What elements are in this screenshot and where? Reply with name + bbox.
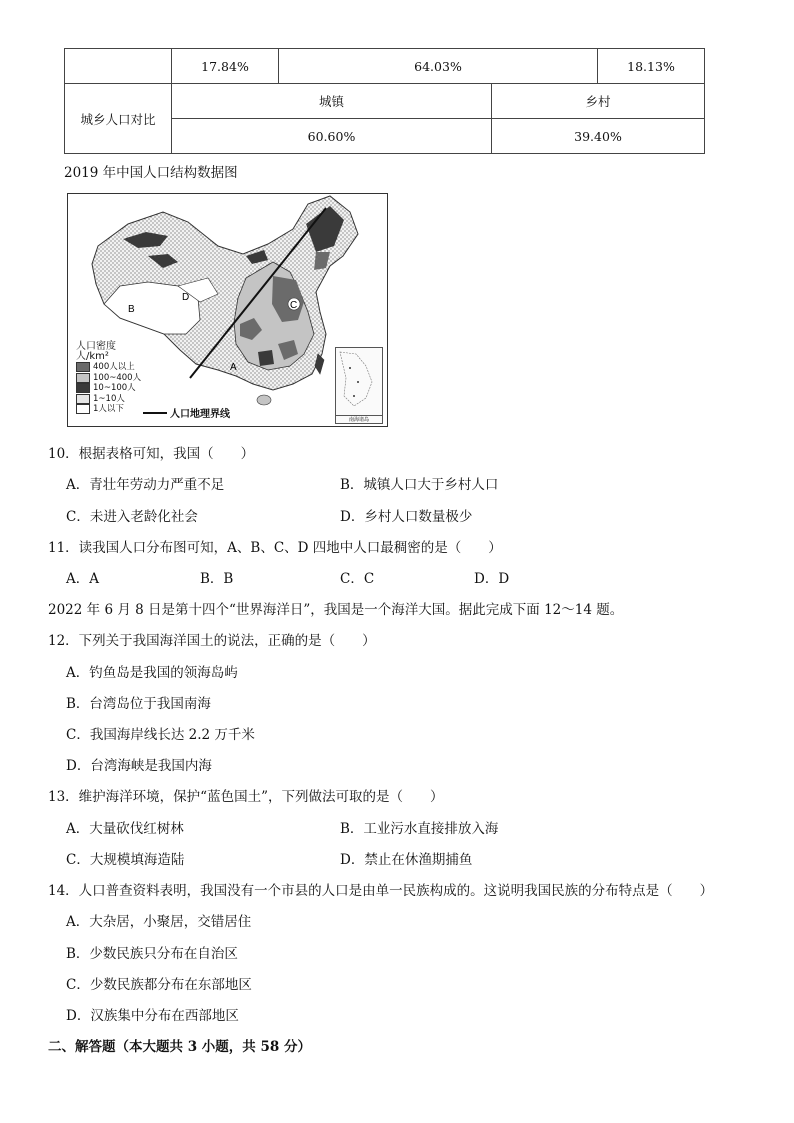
- question-10-stem: 10．根据表格可知，我国（ ）: [48, 446, 255, 462]
- legend-swatch: [76, 394, 90, 404]
- table-cell: 乡村: [492, 84, 705, 119]
- region-label-d: D: [182, 292, 190, 303]
- legend-unit: 人/km²: [76, 351, 109, 362]
- table-row-header: 城乡人口对比: [65, 84, 172, 154]
- region-label-a: A: [230, 362, 237, 373]
- map-legend: [76, 342, 141, 415]
- table-cell: 60.60%: [172, 119, 492, 154]
- option: C．C: [340, 571, 375, 587]
- legend-item: 100~400人: [76, 373, 141, 384]
- section-title: 二、解答题（本大题共 3 小题，共 58 分）: [48, 1039, 311, 1055]
- option: B．少数民族只分布在自治区: [66, 946, 238, 962]
- legend-swatch: [76, 362, 90, 372]
- option: C．少数民族都分布在东部地区: [66, 977, 252, 993]
- legend-swatch: [76, 404, 90, 414]
- table-cell: 17.84%: [172, 49, 279, 84]
- option: D．台湾海峡是我国内海: [66, 758, 212, 774]
- option: A．大量砍伐红树林: [66, 821, 184, 837]
- option: B．台湾岛位于我国南海: [66, 696, 211, 712]
- option: C．未进入老龄化社会: [66, 509, 198, 525]
- table-cell-empty: [65, 49, 172, 84]
- passage-intro: 2022 年 6 月 8 日是第十四个“世界海洋日”，我国是一个海洋大国。据此完成下面 12～14 题。: [48, 602, 624, 618]
- option: B．B: [200, 571, 234, 587]
- option: A．大杂居，小聚居，交错居住: [66, 914, 252, 930]
- population-density-map: [67, 193, 388, 427]
- legend-swatch: [76, 383, 90, 393]
- inset-caption: 南海诸岛: [336, 415, 382, 423]
- region-label-b: B: [128, 304, 135, 315]
- option: A．钓鱼岛是我国的领海岛屿: [66, 665, 238, 681]
- option: D．禁止在休渔期捕鱼: [340, 852, 473, 868]
- table-cell: 城镇: [172, 84, 492, 119]
- table-cell: 64.03%: [279, 49, 598, 84]
- table-cell: 39.40%: [492, 119, 705, 154]
- legend-item: 400人以上: [76, 362, 141, 373]
- table-cell: 18.13%: [598, 49, 705, 84]
- population-table: [64, 48, 705, 154]
- south-china-sea-inset: [335, 347, 383, 424]
- legend-item: 1~10人: [76, 394, 141, 405]
- option: A．A: [66, 571, 99, 587]
- legend-title: 人口密度: [76, 341, 116, 352]
- question-14-stem: 14．人口普查资料表明，我国没有一个市县的人口是由单一民族构成的。这说明我国民族的分布特点是（ ）: [48, 883, 714, 899]
- option: D．汉族集中分布在西部地区: [66, 1008, 239, 1024]
- legend-item: 10~100人: [76, 383, 141, 394]
- option: D．D: [474, 571, 510, 587]
- option: C．大规模填海造陆: [66, 852, 185, 868]
- legend-line-item: 人口地理界线: [143, 405, 230, 420]
- option: D．乡村人口数量极少: [340, 509, 473, 525]
- question-13-stem: 13．维护海洋环境，保护“蓝色国土”，下列做法可取的是（ ）: [48, 789, 444, 805]
- option: A．青壮年劳动力严重不足: [66, 477, 225, 493]
- table-caption: 2019 年中国人口结构数据图: [64, 165, 238, 181]
- question-11-stem: 11．读我国人口分布图可知，A、B、C、D 四地中人口最稠密的是（ ）: [48, 540, 502, 556]
- region-label-c: C: [290, 300, 298, 311]
- question-12-stem: 12．下列关于我国海洋国土的说法，正确的是（ ）: [48, 633, 376, 649]
- option: C．我国海岸线长达 2.2 万千米: [66, 727, 255, 743]
- option: B．城镇人口大于乡村人口: [340, 477, 499, 493]
- legend-swatch: [76, 373, 90, 383]
- legend-item: 1人以下: [76, 404, 141, 415]
- legend-line-swatch: [143, 412, 167, 414]
- option: B．工业污水直接排放入海: [340, 821, 499, 837]
